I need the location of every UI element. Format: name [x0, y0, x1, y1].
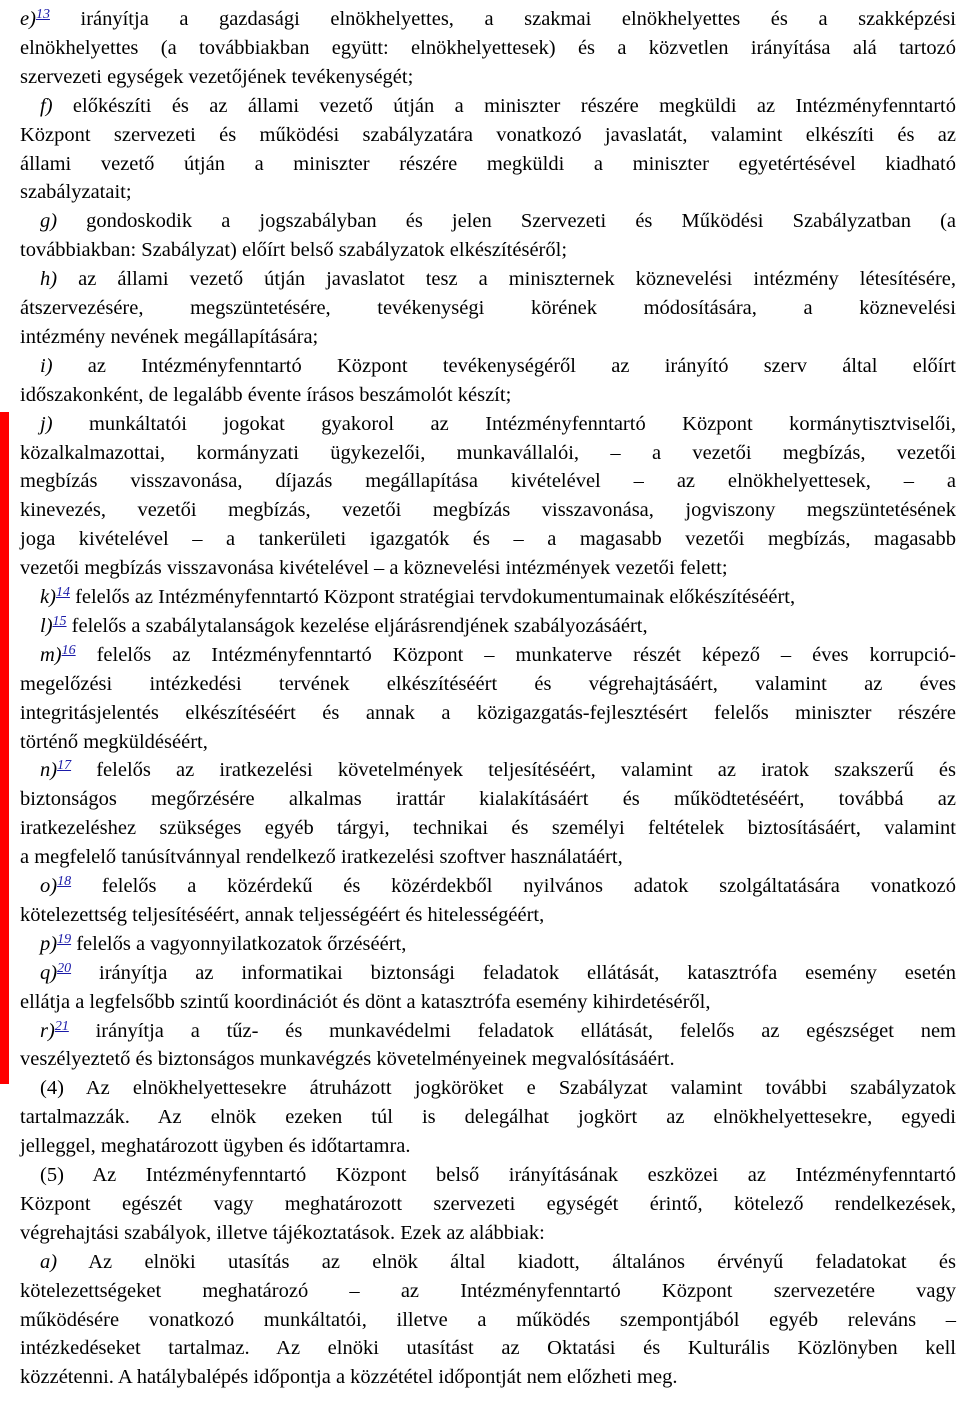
item-label: m) — [40, 643, 62, 666]
text-line — [20, 295, 956, 321]
text-line — [20, 526, 956, 552]
text-line — [40, 931, 956, 957]
line-text: állami vezető útján a miniszter részére megküldi a miniszter egyetértésével kiadható — [20, 152, 956, 175]
line-text: integritásjelentés elkészítéséért és annak a közigazgatás-fejlesztésért felelős miniszter részére — [20, 701, 956, 724]
footnote-link[interactable]: 17 — [57, 758, 72, 774]
line-text: kötelezettség teljesítéséért, annak teljességéért és hitelességéért, — [20, 903, 545, 926]
text-line — [20, 671, 956, 697]
line-text: irányítja az informatikai biztonsági feladatok ellátását, katasztrófa esemény esetén — [71, 961, 956, 984]
line-text: intézmény nevének megállapítására; — [20, 325, 319, 348]
text-line — [40, 873, 956, 899]
text-line — [20, 902, 956, 928]
text-line — [40, 642, 956, 668]
text-line — [20, 1046, 956, 1072]
text-line — [20, 382, 956, 408]
text-line — [20, 151, 956, 177]
line-text: joga kivételével – a tankerületi igazgatók és – a magasabb vezetői megbízás, magasabb — [20, 528, 956, 551]
line-text: gondoskodik a jogszabályban és jelen Szervezeti és Működési Szabályzatban (a — [57, 210, 956, 233]
footnote-link[interactable]: 20 — [57, 960, 72, 976]
text-line — [20, 555, 956, 581]
line-text: működésére vonatkozó munkáltatói, illetve a működés szempontjából egyéb releváns – — [20, 1308, 956, 1331]
line-text: intézkedéseket tartalmaz. Az elnöki utasítást az Oktatási és Kulturális Közlönyben kell — [20, 1337, 956, 1360]
text-line — [20, 122, 956, 148]
line-text: szervezeti egységek vezetőjének tevékenységét; — [20, 65, 414, 88]
text-line — [40, 353, 956, 379]
line-text: megelőzési intézkedési tervének elkészítéséért és végrehajtásáért, valamint az éves — [20, 672, 956, 695]
text-line — [20, 6, 956, 32]
text-line — [40, 411, 956, 437]
line-text: veszélyeztető és biztonságos munkavégzés követelményeinek megvalósításáért. — [20, 1048, 675, 1071]
line-text: felelős a szabálytalanságok kezelése eljárásrendjének szabályozásáért, — [66, 614, 648, 637]
line-text: felelős a vagyonnyilatkozatok őrzéséért, — [71, 932, 407, 955]
text-line — [40, 584, 956, 610]
line-text: megbízás visszavonása, díjazás megállapítása kivételével – az elnökhelyettesek, – a — [20, 470, 956, 493]
line-text: felelős az Intézményfenntartó Központ stratégiai tervdokumentumainak előkészítéséért, — [69, 586, 796, 608]
line-text: közalkalmazottai, kormányzati ügykezelői, munkavállalói, – a vezetői megbízás, vezetői — [20, 441, 956, 464]
text-line — [20, 440, 956, 466]
item-label: f) — [40, 94, 53, 117]
footnote-link[interactable]: 16 — [61, 642, 76, 658]
footnote-link[interactable]: 13 — [35, 7, 50, 22]
line-text: történő megküldéséért, — [20, 730, 208, 753]
text-line — [20, 64, 956, 90]
line-text: munkáltatói jogokat gyakorol az Intézményfenntartó Központ kormánytisztviselői, — [52, 412, 956, 435]
line-text: előkészíti és az állami vezető útján a miniszter részére megküldi az Intézményfenntartó — [52, 94, 956, 117]
footnote-link[interactable]: 21 — [54, 1018, 69, 1034]
line-text: (5) Az Intézményfenntartó Központ belső irányításának eszközei az Intézményfenntartó — [40, 1164, 956, 1186]
text-line — [20, 729, 956, 755]
text-line — [40, 1249, 956, 1275]
text-line — [20, 1220, 956, 1246]
item-label: e) — [20, 8, 36, 30]
text-line — [20, 237, 956, 263]
item-label: h) — [40, 268, 58, 291]
text-line — [20, 1278, 956, 1304]
text-line — [40, 1075, 956, 1101]
line-text: végrehajtási szabályok, illetve tájékoztatások. Ezek az alábbiak: — [20, 1221, 545, 1244]
text-line — [20, 35, 956, 61]
text-line — [20, 815, 956, 841]
line-text: biztonságos megőrzésére alkalmas irattár kialakításáért és működtetéséért, továbbá az — [20, 788, 956, 811]
text-line — [20, 700, 956, 726]
text-line — [20, 1364, 956, 1390]
text-line — [20, 1133, 956, 1159]
line-text: a megfelelő tanúsítvánnyal rendelkező iratkezelési szoftver használatáért, — [20, 846, 623, 869]
line-text: átszervezésére, megszüntetésére, tevékenységi körének módosítására, a köznevelési — [20, 297, 956, 319]
change-marker-bar — [0, 412, 9, 1084]
line-text: vezetői megbízás visszavonása kivételével – a köznevelési intézmények vezetői felett; — [20, 557, 728, 580]
line-text: közzétenni. A hatálybalépés időpontja a közzététel időpontját nem előzheti meg. — [20, 1366, 678, 1389]
line-text: Az elnöki utasítás az elnök által kiadott, általános érvényű feladatokat és — [57, 1250, 956, 1273]
text-line — [40, 266, 956, 292]
line-text: (4) Az elnökhelyettesekre átruházott jogköröket e Szabályzat valamint további szabályzatok — [40, 1077, 956, 1100]
line-text: tartalmazzák. Az elnök ezeken túl is delegálhat jogkört az elnökhelyettesekre, egyedi — [20, 1106, 956, 1129]
line-text: az Intézményfenntartó Központ tevékenységéről az irányító szerv által előírt — [52, 354, 956, 377]
text-line — [20, 989, 956, 1015]
text-line — [20, 1191, 956, 1217]
text-line — [20, 1104, 956, 1130]
line-text: felelős a közérdekű és közérdekből nyilvános adatok szolgáltatására vonatkozó — [71, 875, 956, 897]
text-line — [20, 324, 956, 350]
item-label: g) — [40, 210, 58, 233]
item-label: n) — [40, 759, 58, 782]
line-text: felelős az iratkezelési követelmények teljesítéséért, valamint az iratok szakszerű és — [71, 759, 956, 782]
item-label: j) — [40, 412, 53, 435]
text-line — [20, 497, 956, 523]
text-line — [40, 93, 956, 119]
text-line — [40, 960, 956, 986]
item-label: l) — [40, 614, 53, 637]
footnote-link[interactable]: 14 — [55, 585, 70, 600]
text-line — [20, 179, 956, 205]
footnote-link[interactable]: 18 — [57, 874, 72, 889]
line-text: irányítja a tűz- és munkavédelmi feladatok ellátását, felelős az egészséget nem — [68, 1019, 956, 1042]
footnote-link[interactable]: 15 — [52, 613, 67, 629]
line-text: kinevezés, vezetői megbízás, vezetői megbízás visszavonása, jogviszony megszüntetésének — [20, 499, 956, 522]
line-text: elnökhelyettes (a továbbiakban együtt: elnökhelyettesek) és a közvetlen irányítása alá tartozó — [20, 36, 956, 59]
item-label: o) — [40, 875, 58, 897]
line-text: Központ szervezeti és működési szabályzatára vonatkozó javaslatát, valamint elkészíti és az — [20, 123, 956, 146]
text-line — [40, 757, 956, 783]
item-label: a) — [40, 1250, 58, 1273]
text-line — [40, 1162, 956, 1188]
footnote-link[interactable]: 19 — [57, 931, 72, 947]
item-label: p) — [40, 932, 58, 955]
text-line — [20, 1307, 956, 1333]
line-text: felelős az Intézményfenntartó Központ – munkaterve részét képező – éves korrupció- — [75, 643, 956, 666]
line-text: szabályzatait; — [20, 181, 132, 204]
text-line — [20, 786, 956, 812]
line-text: az állami vezető útján javaslatot tesz a miniszternek köznevelési intézmény létesítésére, — [57, 268, 956, 291]
line-text: továbbiakban: Szabályzat) előírt belső szabályzatok elkészítéséről; — [20, 239, 568, 262]
text-line — [40, 208, 956, 234]
text-line — [40, 613, 956, 639]
line-text: jelleggel, meghatározott ügyben és időtartamra. — [20, 1135, 411, 1158]
line-text: ellátja a legfelsőbb szintű koordinációt és dönt a katasztrófa esemény kihirdetéséről, — [20, 990, 711, 1013]
line-text: időszakonként, de legalább évente írásos beszámolót készít; — [20, 383, 512, 406]
text-line — [20, 844, 956, 870]
item-label: i) — [40, 354, 53, 377]
item-label: q) — [40, 961, 58, 984]
text-line — [20, 468, 956, 494]
text-line — [20, 1335, 956, 1361]
item-label: k) — [40, 586, 56, 608]
line-text: irányítja a gazdasági elnökhelyettes, a szakmai elnökhelyettes és a szakképzési — [49, 8, 956, 30]
item-label: r) — [40, 1019, 55, 1042]
line-text: kötelezettségeket meghatározó – az Intézményfenntartó Központ szervezetére vagy — [20, 1279, 956, 1302]
line-text: Központ egészét vagy meghatározott szervezeti egységét érintő, kötelező rendelkezések, — [20, 1192, 956, 1215]
text-line — [40, 1018, 956, 1044]
line-text: iratkezeléshez szükséges egyéb tárgyi, technikai és személyi feltételek biztosításáért, valamint — [20, 817, 956, 840]
